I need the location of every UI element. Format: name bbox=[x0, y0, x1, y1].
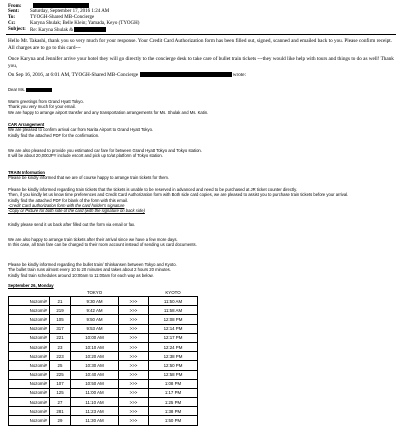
greeting: Warm greetings from Grand Hyatt Tokyo. bbox=[8, 99, 84, 104]
departure-time: 11:10 AM bbox=[71, 398, 119, 407]
to-value: TYOGH-Shared MB-Concierge bbox=[30, 15, 95, 20]
train-line-4: Kindly find the attached PDF for blank of the form with this email. bbox=[8, 197, 129, 203]
col-tokyo: TOKYO bbox=[86, 290, 103, 295]
car-section bbox=[8, 122, 394, 138]
table-row bbox=[9, 388, 198, 397]
departure-time: 10:40 AM bbox=[71, 370, 119, 379]
header-subject bbox=[8, 27, 74, 33]
table-row bbox=[9, 361, 198, 370]
train-line-2: Please be kindly informed regarding train tickets that the tickets is unable to be reserved in advanced and need to be purchased at JR ticket counter directly. bbox=[8, 187, 298, 192]
train-details bbox=[8, 187, 394, 213]
departure-time: 10:50 AM bbox=[71, 379, 119, 388]
bullet-line-3: Kindly find train schedules around 10:00am to 11:00am for each way as below. bbox=[8, 272, 154, 278]
arrange: We are happy to arrange airport transfer and any transportation arrangements for Ms. Shulak and Ms. Katin. bbox=[8, 109, 209, 115]
train-number: 23 bbox=[50, 342, 71, 351]
train-number: 223 bbox=[50, 352, 71, 361]
car-line-1: We are pleased to confirm arrival car from Narita Airport to Grand Hyatt Tokyo. bbox=[8, 127, 154, 133]
train-number: 105 bbox=[50, 315, 71, 324]
table-row bbox=[9, 306, 198, 315]
departure-time: 9:53 AM bbox=[71, 324, 119, 333]
train-name: Nozomi# bbox=[9, 352, 50, 361]
subject-label: Subject: bbox=[8, 27, 26, 32]
from-label: From: bbox=[8, 4, 22, 9]
train-number: 29 bbox=[50, 416, 71, 425]
train-line-1: Please be kindly informed that we are of course happy to arrange train tickets for them. bbox=[8, 175, 170, 181]
quote-intro bbox=[8, 72, 394, 79]
arrival-time: 12:24 PM bbox=[149, 342, 198, 351]
table-row bbox=[9, 398, 198, 407]
table-row bbox=[9, 297, 198, 306]
departure-time: 10:30 AM bbox=[71, 361, 119, 370]
header-divider bbox=[6, 34, 396, 35]
direction-arrow: >>> bbox=[119, 398, 149, 407]
redacted-name bbox=[26, 88, 52, 92]
departure-time: 11:23 AM bbox=[71, 407, 119, 416]
direction-arrow: >>> bbox=[119, 361, 149, 370]
arrival-time: 1:08 PM bbox=[149, 379, 198, 388]
train-name: Nozomi# bbox=[9, 361, 50, 370]
table-row bbox=[9, 315, 198, 324]
train-number: 317 bbox=[50, 324, 71, 333]
train-timetable bbox=[8, 290, 198, 426]
train-name: Nozomi# bbox=[9, 342, 50, 351]
train-number: 125 bbox=[50, 388, 71, 397]
bullet-line-1: Please be kindly informed regarding the bullet train/ Shinkansen between Tokyo and Kyoto. bbox=[8, 262, 177, 267]
send-back: Kindly please send it us back after filled out the form via email or fax. bbox=[8, 222, 136, 227]
car-line-3: We are also pleased to provide you estimated car fare for between Grand Hyatt Tokyo and Tokyo station. bbox=[8, 148, 202, 153]
train-name: Nozomi# bbox=[9, 315, 50, 324]
also-arrange bbox=[8, 237, 394, 248]
train-number: 281 bbox=[50, 407, 71, 416]
salutation bbox=[8, 87, 394, 92]
arrival-time: 12:58 PM bbox=[149, 370, 198, 379]
departure-time: 9:50 AM bbox=[71, 315, 119, 324]
arrival-time: 1:17 PM bbox=[149, 388, 198, 397]
direction-arrow: >>> bbox=[119, 407, 149, 416]
car-heading: CAR Arrangement bbox=[8, 122, 45, 127]
direction-arrow: >>> bbox=[119, 342, 149, 351]
greeting-block bbox=[8, 99, 394, 115]
departure-time: 10:00 AM bbox=[71, 333, 119, 342]
arrival-time: 11:58 AM bbox=[149, 306, 198, 315]
arrival-time: 11:50 AM bbox=[149, 297, 198, 306]
direction-arrow: >>> bbox=[119, 352, 149, 361]
train-number: 27 bbox=[50, 398, 71, 407]
direction-arrow: >>> bbox=[119, 379, 149, 388]
schedule-heading: September 26, Monday bbox=[8, 283, 54, 288]
salutation-text: Dear Ms. bbox=[8, 87, 25, 92]
arrival-time: 12:14 PM bbox=[149, 324, 198, 333]
train-name: Nozomi# bbox=[9, 379, 50, 388]
redacted-sender bbox=[33, 3, 89, 8]
quote-intro-text: On Sep 16, 2016, at 6:01 AM, TYOGH-Shared MB-Concierge bbox=[8, 72, 139, 78]
also-line-1: We are also happy to arrange train tickets after their arrival since we have a few more days. bbox=[8, 237, 178, 242]
direction-arrow: >>> bbox=[119, 297, 149, 306]
col-kyoto: KYOTO bbox=[165, 290, 181, 295]
departure-time: 10:10 AM bbox=[71, 342, 119, 351]
reply-paragraph-2: Once Karyna and Jennifer arrive your hotel they will go directly to the concierge desk to take care of bullet train tickets ---they would like help with tours and things to do as well! Thank you, bbox=[8, 56, 394, 69]
train-name: Nozomi# bbox=[9, 333, 50, 342]
direction-arrow: >>> bbox=[119, 388, 149, 397]
arrival-time: 12:50 PM bbox=[149, 361, 198, 370]
bullet-line-2: The bullet train runs almost every 10 to 20 minutes and takes about 2 hours 20 minutes. bbox=[8, 267, 171, 273]
departure-time: 11:30 AM bbox=[71, 416, 119, 425]
train-number: 219 bbox=[50, 306, 71, 315]
train-section bbox=[8, 170, 394, 181]
arrival-time: 12:08 PM bbox=[149, 315, 198, 324]
cc-label: Cc: bbox=[8, 21, 16, 26]
timetable-body bbox=[9, 297, 198, 426]
arrival-time: 12:17 PM bbox=[149, 333, 198, 342]
sent-label: Sent: bbox=[8, 9, 20, 14]
arrival-time: 1:38 PM bbox=[149, 407, 198, 416]
table-row bbox=[9, 379, 198, 388]
train-line-3: Then, if you kindly let us know time preferences and Credit Card Authorization form with Both side card copies, we are pleased to assist you to purchase train tickets before your arrival. bbox=[8, 192, 349, 198]
table-row bbox=[9, 342, 198, 351]
table-row bbox=[9, 370, 198, 379]
direction-arrow: >>> bbox=[119, 306, 149, 315]
redacted-subject bbox=[74, 27, 106, 32]
train-number: 225 bbox=[50, 370, 71, 379]
train-number: 221 bbox=[50, 333, 71, 342]
redacted-email bbox=[140, 72, 232, 77]
departure-time: 11:00 AM bbox=[71, 388, 119, 397]
train-name: Nozomi# bbox=[9, 407, 50, 416]
train-name: Nozomi# bbox=[9, 297, 50, 306]
train-item-2: -Copy or Picture for both side of the card (with the signature on back side) bbox=[8, 208, 145, 214]
train-item-1: -Credit Card authorization form with the card holder's signature bbox=[8, 202, 125, 208]
departure-time: 10:20 AM bbox=[71, 352, 119, 361]
table-row bbox=[9, 324, 198, 333]
train-number: 107 bbox=[50, 379, 71, 388]
train-heading: TRAIN Information bbox=[8, 170, 45, 175]
table-row bbox=[9, 352, 198, 361]
direction-arrow: >>> bbox=[119, 416, 149, 425]
bullet-train-info bbox=[8, 262, 394, 278]
train-name: Nozomi# bbox=[9, 370, 50, 379]
train-name: Nozomi# bbox=[9, 388, 50, 397]
train-name: Nozomi# bbox=[9, 306, 50, 315]
reply-paragraph-1: Hello Mr. Takashi, thank you so very much for your response. Your Credit Card Authorization form has been filled out, signed, scanned and emailed back to you. Please confirm receipt. All charges are to go to this card--- bbox=[8, 38, 393, 51]
car-line-2: Kindly find the attached PDF for the confirmation. bbox=[8, 132, 100, 138]
cc-value: Karyna Shulak; Belle Klein; Yamada, Keyo (TYOGH) bbox=[30, 21, 140, 26]
car-fare bbox=[8, 148, 394, 159]
direction-arrow: >>> bbox=[119, 333, 149, 342]
table-row bbox=[9, 407, 198, 416]
direction-arrow: >>> bbox=[119, 315, 149, 324]
table-row bbox=[9, 416, 198, 425]
departure-time: 9:30 AM bbox=[71, 297, 119, 306]
also-line-2: In this case, all train fare can be charged to their room account instead of sending us card documents. bbox=[8, 242, 197, 248]
thanks: Thank you very much for your email. bbox=[8, 104, 76, 110]
arrival-time: 1:25 PM bbox=[149, 398, 198, 407]
train-number: 25 bbox=[50, 361, 71, 370]
sent-value: Saturday, September 17, 2016 1:24 AM bbox=[30, 9, 110, 14]
table-row bbox=[9, 333, 198, 342]
arrival-time: 12:38 PM bbox=[149, 352, 198, 361]
train-name: Nozomi# bbox=[9, 398, 50, 407]
direction-arrow: >>> bbox=[119, 324, 149, 333]
train-name: Nozomi# bbox=[9, 416, 50, 425]
car-line-4: It will be about 20,000JPY include escort and pick up to/at platform of Tokyo station. bbox=[8, 153, 163, 159]
train-name: Nozomi# bbox=[9, 324, 50, 333]
subject-value: Re: Karyna Shulak & bbox=[30, 28, 74, 33]
direction-arrow: >>> bbox=[119, 370, 149, 379]
to-label: To: bbox=[8, 15, 16, 20]
train-number: 21 bbox=[50, 297, 71, 306]
quote-intro-tail: wrote: bbox=[232, 72, 247, 78]
departure-time: 9:42 AM bbox=[71, 306, 119, 315]
arrival-time: 1:50 PM bbox=[149, 416, 198, 425]
